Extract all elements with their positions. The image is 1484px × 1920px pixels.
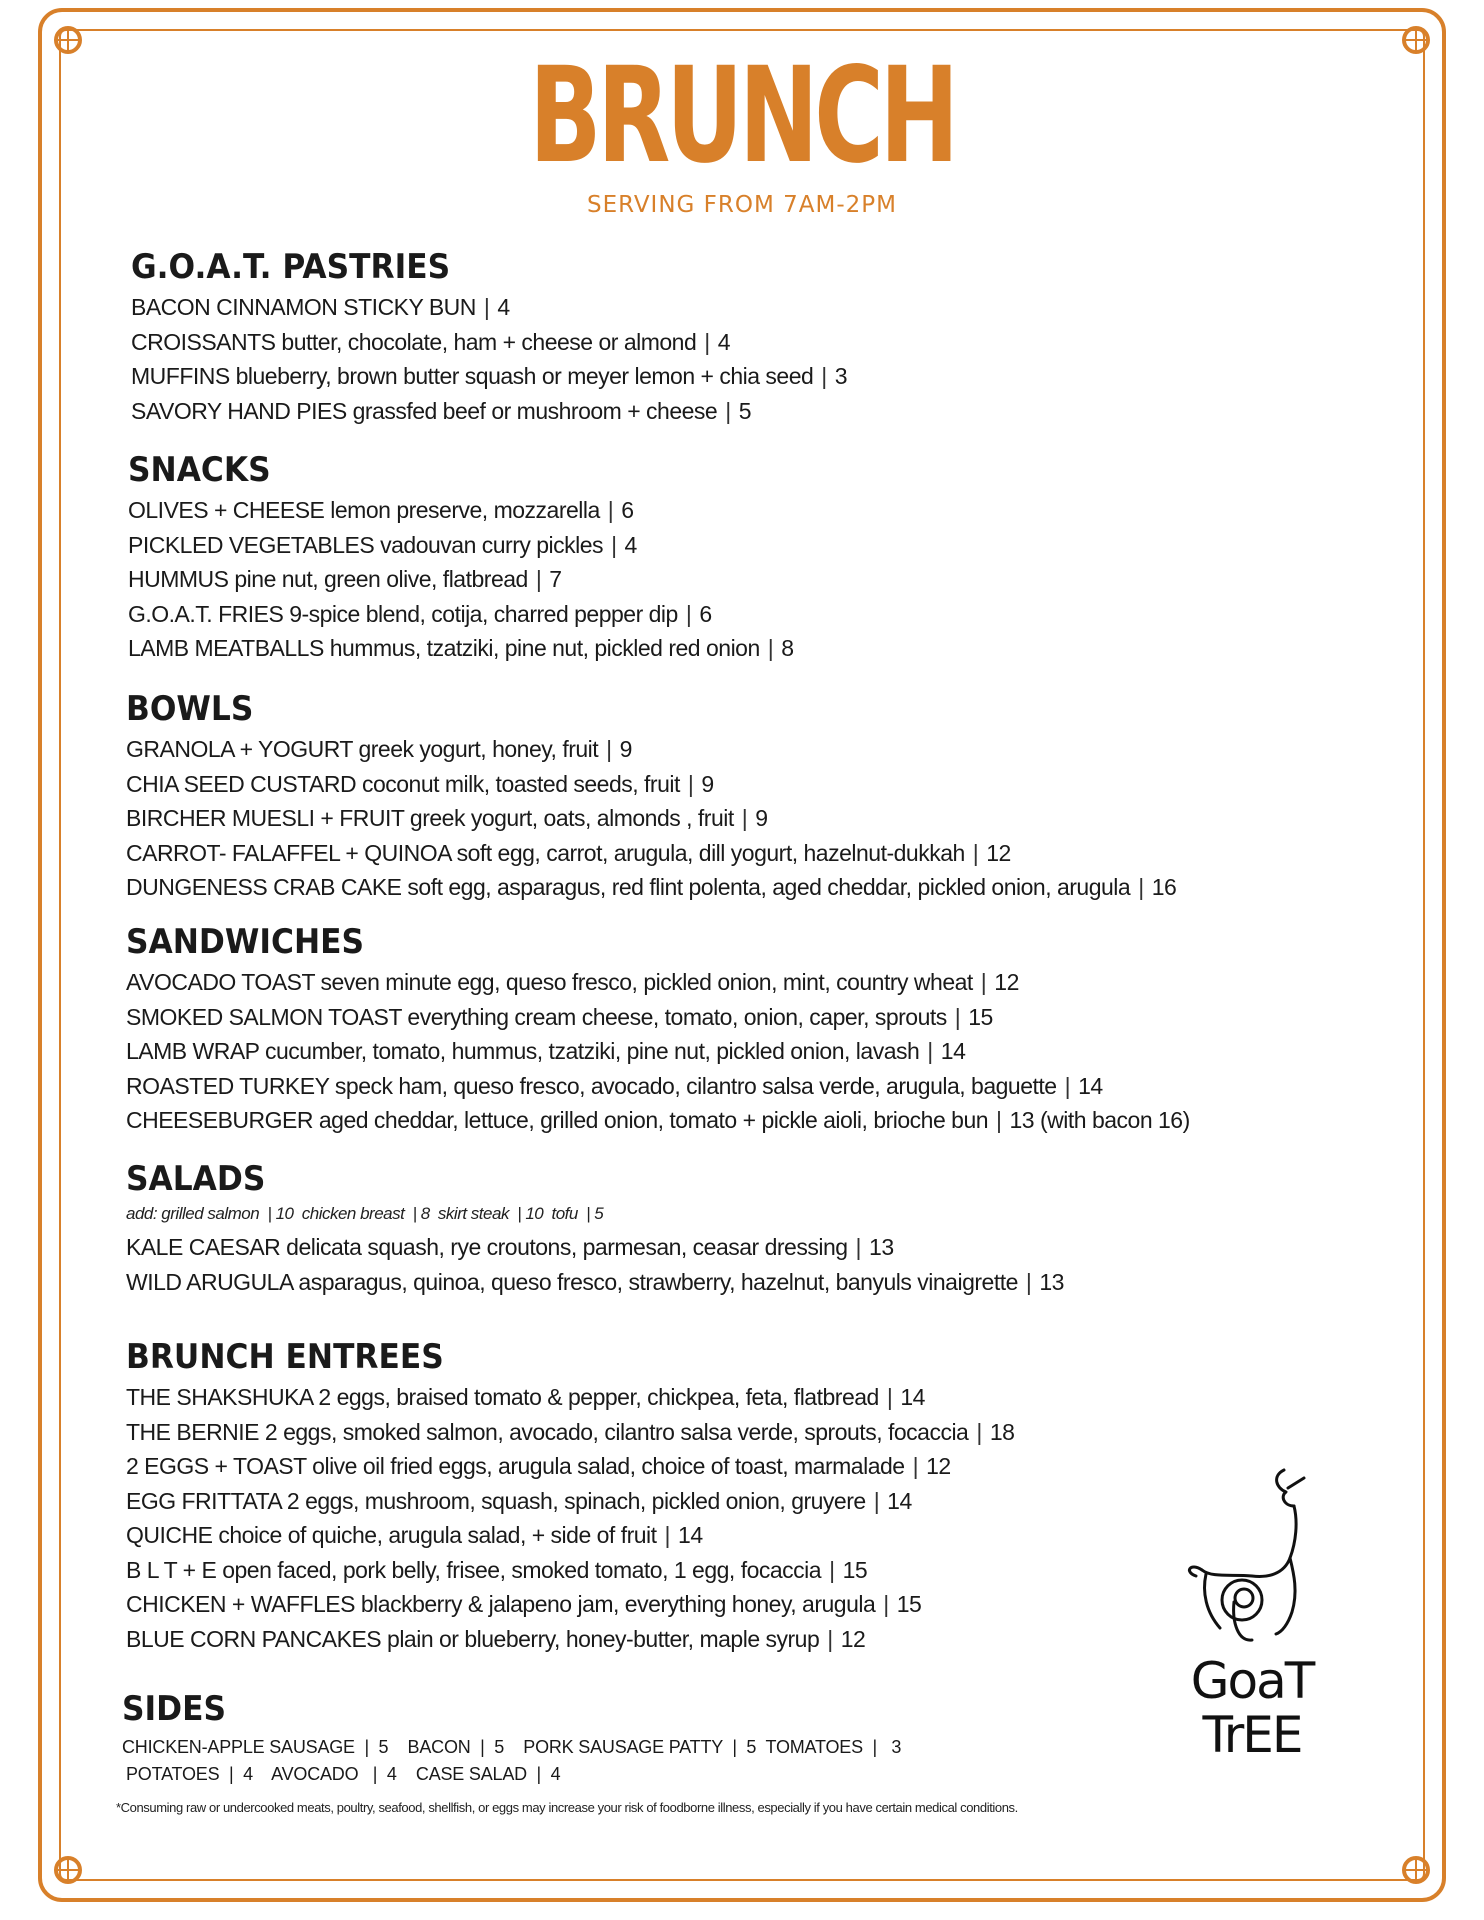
item-list <box>126 1230 1064 1299</box>
sides-line: CHICKEN-APPLE SAUSAGE | 5 BACON | 5 PORK SAUSAGE PATTY | 5 TOMATOES | 3 <box>122 1737 902 1757</box>
section-entrees <box>126 1337 1015 1656</box>
logo-text-line1: GoaT <box>1190 1652 1314 1710</box>
menu-item: CHIA SEED CUSTARD coconut milk, toasted seeds, fruit | 9 <box>126 770 714 797</box>
menu-item: MUFFINS blueberry, brown butter squash or meyer lemon + chia seed | 3 <box>131 363 848 389</box>
section-title: G.O.A.T. PASTRIES <box>131 247 451 287</box>
section-snacks <box>128 450 794 666</box>
section-bowls <box>126 689 1177 905</box>
section-sandwiches <box>126 922 1190 1138</box>
menu-item: LAMB WRAP cucumber, tomato, hummus, tzatziki, pine nut, pickled onion, lavash | 14 <box>126 1038 966 1064</box>
menu-item: LAMB MEATBALLS hummus, tzatziki, pine nut, pickled red onion | 8 <box>128 635 794 661</box>
menu-item: BIRCHER MUESLI + FRUIT greek yogurt, oats, almonds , fruit | 9 <box>126 805 768 831</box>
menu-item: QUICHE choice of quiche, arugula salad, + side of fruit | 14 <box>126 1522 703 1548</box>
menu-item: GRANOLA + YOGURT greek yogurt, honey, fruit | 9 <box>126 736 632 762</box>
sides-line: POTATOES | 4 AVOCADO | 4 CASE SALAD | 4 <box>126 1764 561 1784</box>
menu-item: OLIVES + CHEESE lemon preserve, mozzarella | 6 <box>128 497 634 523</box>
menu-item: DUNGENESS CRAB CAKE soft egg, asparagus, red flint polenta, aged cheddar, pickled onion, arugula | 16 <box>126 874 1177 900</box>
section-title: SALADS <box>126 1159 266 1199</box>
menu-item: CHICKEN + WAFFLES blackberry & jalapeno jam, everything honey, arugula | 15 <box>126 1591 922 1617</box>
foodborne-illness-disclaimer: *Consuming raw or undercooked meats, poultry, seafood, shellfish, or eggs may increase your risk of foodborne illness, especially if you have certain medical conditions. <box>116 1800 1018 1815</box>
serving-hours: SERVING FROM 7AM-2PM <box>586 192 898 218</box>
section-title: BOWLS <box>126 689 254 729</box>
section-salads <box>126 1159 1064 1299</box>
salad-addons: add: grilled salmon | 10 chicken breast | 8 skirt steak | 10 tofu | 5 <box>126 1204 604 1223</box>
menu-item: AVOCADO TOAST seven minute egg, queso fresco, pickled onion, mint, country wheat | 12 <box>126 969 1019 995</box>
menu-item: B L T + E open faced, pork belly, frisee, smoked tomato, 1 egg, focaccia | 15 <box>126 1556 868 1583</box>
item-list <box>126 732 1176 905</box>
menu-item: THE SHAKSHUKA 2 eggs, braised tomato & pepper, chickpea, feta, flatbread | 14 <box>126 1384 925 1410</box>
menu-item: EGG FRITTATA 2 eggs, mushroom, squash, spinach, pickled onion, gruyere | 14 <box>126 1487 912 1514</box>
menu-item: WILD ARUGULA asparagus, quinoa, queso fresco, strawberry, hazelnut, banyuls vinaigrette | 13 <box>126 1268 1064 1295</box>
section-pastries <box>131 247 848 428</box>
item-list <box>126 1380 1014 1656</box>
menu-item: THE BERNIE 2 eggs, smoked salmon, avocado, cilantro salsa verde, sprouts, focaccia | 18 <box>126 1418 1015 1445</box>
logo-text-line2: TrEE <box>1202 1706 1302 1762</box>
menu-item: SAVORY HAND PIES grassfed beef or mushroom + cheese | 5 <box>131 397 751 424</box>
menu-item: CARROT- FALAFFEL + QUINOA soft egg, carrot, arugula, dill yogurt, hazelnut-dukkah | 12 <box>126 839 1011 866</box>
section-title: SANDWICHES <box>126 922 365 962</box>
section-sides <box>122 1689 902 1788</box>
item-list <box>131 290 847 428</box>
menu-title: BRUNCH <box>529 39 955 193</box>
goat-tree-logo <box>1172 1462 1332 1762</box>
item-list <box>126 965 1190 1138</box>
menu-item: G.O.A.T. FRIES 9-spice blend, cotija, charred pepper dip | 6 <box>128 600 712 627</box>
menu-item: CROISSANTS butter, chocolate, ham + cheese or almond | 4 <box>131 328 731 355</box>
menu-item: HUMMUS pine nut, green olive, flatbread | 7 <box>128 566 562 592</box>
menu-item: KALE CAESAR delicata squash, rye croutons, parmesan, ceasar dressing | 13 <box>126 1234 894 1260</box>
menu-item: BACON CINNAMON STICKY BUN | 4 <box>131 294 510 320</box>
item-list <box>128 493 794 666</box>
menu-item: ROASTED TURKEY speck ham, queso fresco, avocado, cilantro salsa verde, arugula, baguette | 14 <box>126 1072 1103 1099</box>
menu-item: 2 EGGS + TOAST olive oil fried eggs, arugula salad, choice of toast, marmalade | 12 <box>126 1453 951 1479</box>
section-title: SIDES <box>122 1689 227 1729</box>
menu-item: CHEESEBURGER aged cheddar, lettuce, grilled onion, tomato + pickle aioli, brioche bun | 13 (with bacon 16) <box>126 1107 1190 1133</box>
menu-item: PICKLED VEGETABLES vadouvan curry pickles | 4 <box>128 531 637 558</box>
menu-item: BLUE CORN PANCAKES plain or blueberry, honey-butter, maple syrup | 12 <box>126 1625 866 1652</box>
section-title: BRUNCH ENTREES <box>126 1337 444 1377</box>
menu-item: SMOKED SALMON TOAST everything cream cheese, tomato, onion, caper, sprouts | 15 <box>126 1003 993 1030</box>
section-title: SNACKS <box>128 450 271 490</box>
